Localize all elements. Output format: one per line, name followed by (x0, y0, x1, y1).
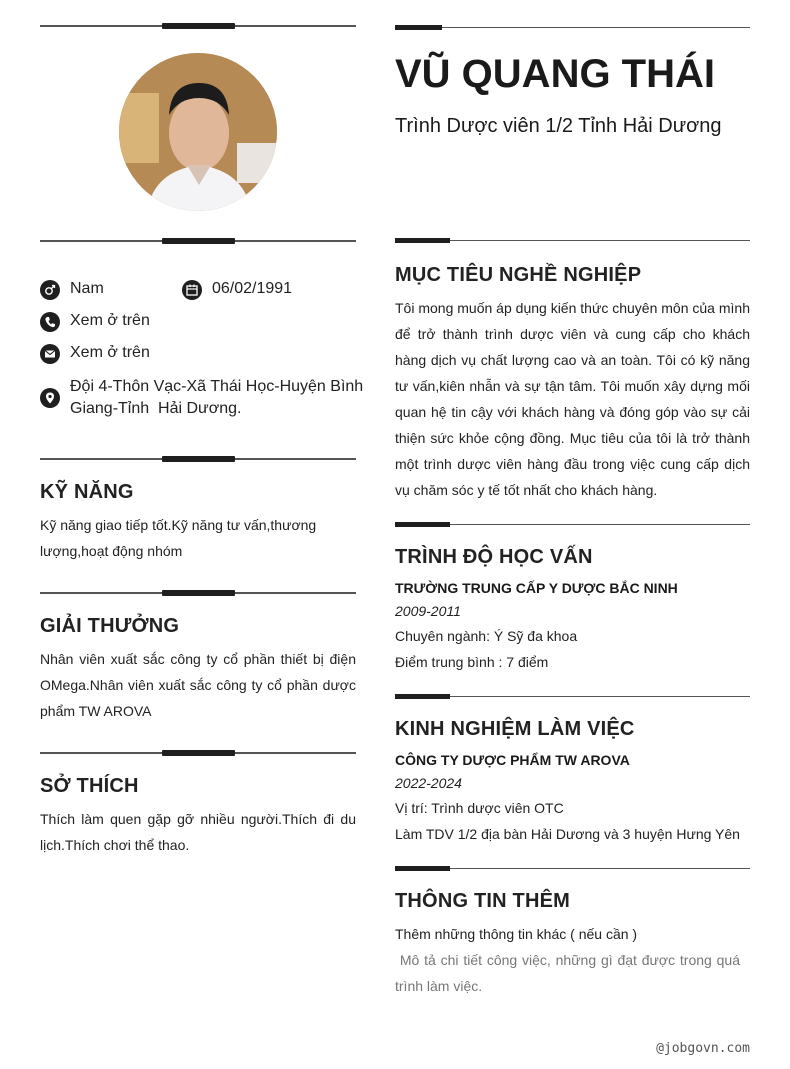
hobbies-text: Thích làm quen gặp gỡ nhiều người.Thích đi du lịch.Thích chơi thể thao. (40, 811, 356, 853)
location-pin-icon (40, 388, 60, 408)
awards-text: Nhân viên xuất sắc công ty cổ phần thiết bị điện OMega.Nhân viên xuất sắc công ty cổ phần dược phẩm TW AROVA (40, 651, 356, 719)
education-divider (395, 520, 750, 530)
candidate-job-title: Trình Dược viên 1/2 Tỉnh Hải Dương (395, 115, 722, 137)
avatar-photo (119, 53, 277, 211)
experience-period: 2022-2024 (395, 775, 462, 791)
experience-position: Vị trí: Trình dược viên OTC (395, 800, 564, 816)
awards-divider (40, 588, 356, 598)
address-line-1: Đội 4-Thôn Vạc-Xã Thái Học-Huyện Bình (70, 378, 364, 395)
extra-line-1: Thêm những thông tin khác ( nếu cần ) (395, 926, 638, 942)
watermark: @jobgovn.com (656, 1041, 750, 1056)
hobbies-title: SỞ THÍCH (40, 775, 139, 797)
skills-divider (40, 454, 356, 464)
candidate-name: VŨ QUANG THÁI (395, 52, 715, 96)
gender-value: Nam (70, 280, 104, 297)
skills-text: Kỹ năng giao tiếp tốt.Kỹ năng tư vấn,thương lượng,hoạt động nhóm (40, 517, 317, 559)
address-line-2: Giang-Tỉnh Hải Dương. (70, 400, 242, 417)
extra-divider (395, 864, 750, 874)
education-title: TRÌNH ĐỘ HỌC VẤN (395, 546, 593, 568)
email-row (40, 344, 150, 364)
skills-title: KỸ NĂNG (40, 481, 134, 503)
objective-text: Tôi mong muốn áp dụng kiến thức chuyên môn của mình để trở thành trình dược viên và cung cấp cho khách hàng dịch vụ chất lượng cao và an toàn. Tôi có kỹ năng tư vấn,kiên nhẫn và sự tận tâm. Tôi muốn xây dựng mối quan hệ tin cậy với khách hàng và đóng góp vào sự cải thiện sức khỏe cộng đồng. Mục tiêu của tôi là trở thành một trình dược viên hàng đầu trong việc cung cấp dịch vụ chăm sóc y tế tốt nhất cho khách hàng. (395, 300, 750, 498)
birthdate-row (182, 280, 292, 300)
avatar (119, 53, 277, 211)
experience-company: CÔNG TY DƯỢC PHẨM TW AROVA (395, 752, 630, 768)
mail-icon (40, 344, 60, 364)
objective-divider (395, 236, 750, 246)
contact-divider (40, 236, 356, 246)
awards-title: GIẢI THƯỞNG (40, 615, 180, 637)
phone-value: Xem ở trên (70, 312, 150, 329)
extra-line-2: Mô tả chi tiết công việc, những gì đạt được trong quá trình làm việc. (395, 952, 744, 994)
email-value: Xem ở trên (70, 344, 150, 361)
gender-row (40, 280, 104, 300)
phone-icon (40, 312, 60, 332)
hobbies-divider (40, 748, 356, 758)
education-gpa: Điểm trung bình : 7 điểm (395, 654, 549, 670)
top-right-divider (395, 23, 750, 33)
calendar-icon (182, 280, 202, 300)
education-major: Chuyên ngành: Ý Sỹ đa khoa (395, 628, 578, 644)
phone-row (40, 312, 150, 332)
education-school: TRƯỜNG TRUNG CẤP Y DƯỢC BẮC NINH (395, 580, 678, 596)
experience-divider (395, 692, 750, 702)
experience-detail: Làm TDV 1/2 địa bàn Hải Dương và 3 huyện Hưng Yên (395, 826, 740, 842)
experience-title: KINH NGHIỆM LÀM VIỆC (395, 718, 635, 740)
gender-icon (40, 280, 60, 300)
education-period: 2009-2011 (395, 603, 461, 619)
address-row (40, 376, 364, 420)
address-value (70, 376, 363, 420)
objective-title: MỤC TIÊU NGHỀ NGHIỆP (395, 264, 642, 286)
birthdate-value: 06/02/1991 (212, 280, 293, 297)
extra-title: THÔNG TIN THÊM (395, 890, 571, 912)
top-left-divider (40, 21, 356, 31)
